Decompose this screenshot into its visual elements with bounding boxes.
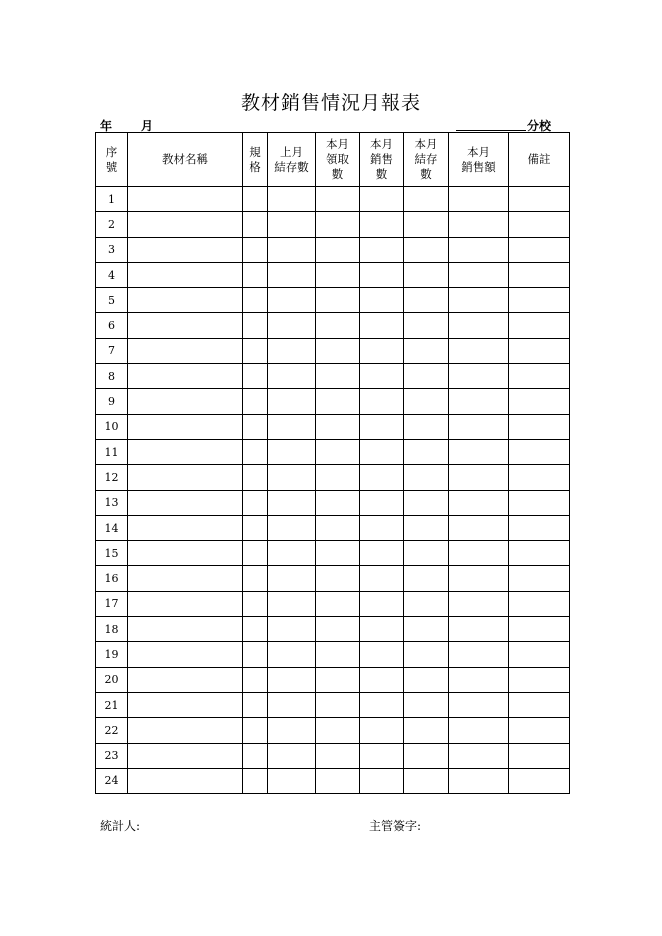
cell-spec[interactable] <box>243 364 268 389</box>
cell-name[interactable] <box>128 566 243 591</box>
header-name-line: 教材名稱 <box>162 152 208 166</box>
cell-spec[interactable] <box>243 389 268 414</box>
row-number: 15 <box>96 541 128 566</box>
cell-stock[interactable] <box>404 743 449 768</box>
cell-sold[interactable] <box>360 288 404 313</box>
cell-sales_amount[interactable] <box>449 743 509 768</box>
cell-remarks[interactable] <box>509 212 570 237</box>
cell-sold[interactable] <box>360 338 404 363</box>
header-sold-line: 本月 <box>370 137 393 151</box>
cell-remarks[interactable] <box>509 515 570 540</box>
cell-spec[interactable] <box>243 237 268 262</box>
cell-sales_amount[interactable] <box>449 389 509 414</box>
cell-stock[interactable] <box>404 692 449 717</box>
row-number: 3 <box>96 237 128 262</box>
cell-sold[interactable] <box>360 566 404 591</box>
table-row <box>96 313 570 338</box>
cell-name[interactable] <box>128 414 243 439</box>
cell-remarks[interactable] <box>509 364 570 389</box>
row-number: 24 <box>96 768 128 793</box>
header-remarks <box>509 133 570 187</box>
cell-received[interactable] <box>316 743 360 768</box>
cell-spec[interactable] <box>243 288 268 313</box>
row-number: 10 <box>96 414 128 439</box>
row-number: 8 <box>96 364 128 389</box>
cell-stock[interactable] <box>404 718 449 743</box>
cell-prev_stock[interactable] <box>268 313 316 338</box>
row-number: 6 <box>96 313 128 338</box>
cell-remarks[interactable] <box>509 187 570 212</box>
month-label: 月 <box>141 119 154 133</box>
header-sales_amount-line: 本月 <box>467 144 490 159</box>
cell-received[interactable] <box>316 338 360 363</box>
header-sales_amount-line: 銷售額 <box>461 159 496 174</box>
table-body <box>96 187 570 794</box>
cell-prev_stock[interactable] <box>268 465 316 490</box>
header-seq-line: 號 <box>105 159 118 174</box>
table-row <box>96 389 570 414</box>
table-row <box>96 667 570 692</box>
cell-received[interactable] <box>316 187 360 212</box>
table-row <box>96 414 570 439</box>
cell-received[interactable] <box>316 667 360 692</box>
cell-sales_amount[interactable] <box>449 414 509 439</box>
cell-prev_stock[interactable] <box>268 364 316 389</box>
cell-stock[interactable] <box>404 414 449 439</box>
branch-blank-line <box>456 130 526 131</box>
cell-remarks[interactable] <box>509 414 570 439</box>
cell-prev_stock[interactable] <box>268 212 316 237</box>
table-row <box>96 692 570 717</box>
cell-name[interactable] <box>128 667 243 692</box>
cell-prev_stock[interactable] <box>268 414 316 439</box>
cell-sales_amount[interactable] <box>449 667 509 692</box>
row-number: 1 <box>96 187 128 212</box>
cell-received[interactable] <box>316 465 360 490</box>
cell-received[interactable] <box>316 617 360 642</box>
cell-name[interactable] <box>128 237 243 262</box>
cell-sales_amount[interactable] <box>449 768 509 793</box>
cell-sold[interactable] <box>360 591 404 616</box>
cell-sold[interactable] <box>360 743 404 768</box>
row-number: 13 <box>96 490 128 515</box>
cell-spec[interactable] <box>243 591 268 616</box>
cell-prev_stock[interactable] <box>268 768 316 793</box>
cell-stock[interactable] <box>404 591 449 616</box>
cell-sales_amount[interactable] <box>449 490 509 515</box>
cell-prev_stock[interactable] <box>268 743 316 768</box>
cell-stock[interactable] <box>404 364 449 389</box>
cell-name[interactable] <box>128 212 243 237</box>
header-remarks-line: 備註 <box>527 152 551 166</box>
header-prev_stock-line: 結存數 <box>274 159 309 174</box>
cell-sold[interactable] <box>360 439 404 464</box>
cell-stock[interactable] <box>404 389 449 414</box>
row-number: 18 <box>96 617 128 642</box>
cell-name[interactable] <box>128 389 243 414</box>
cell-spec[interactable] <box>243 313 268 338</box>
cell-stock[interactable] <box>404 642 449 667</box>
row-number: 5 <box>96 288 128 313</box>
cell-spec[interactable] <box>243 692 268 717</box>
cell-sold[interactable] <box>360 187 404 212</box>
cell-spec[interactable] <box>243 262 268 287</box>
cell-remarks[interactable] <box>509 313 570 338</box>
row-number: 12 <box>96 465 128 490</box>
page-title: 教材銷售情況月報表 <box>240 92 421 114</box>
cell-sales_amount[interactable] <box>449 439 509 464</box>
cell-received[interactable] <box>316 389 360 414</box>
table-row <box>96 642 570 667</box>
row-number: 19 <box>96 642 128 667</box>
cell-received[interactable] <box>316 439 360 464</box>
cell-remarks[interactable] <box>509 617 570 642</box>
cell-name[interactable] <box>128 187 243 212</box>
header-sold-line: 數 <box>375 167 388 181</box>
row-number: 21 <box>96 692 128 717</box>
cell-sales_amount[interactable] <box>449 465 509 490</box>
cell-spec[interactable] <box>243 490 268 515</box>
table-row <box>96 718 570 743</box>
cell-prev_stock[interactable] <box>268 237 316 262</box>
cell-stock[interactable] <box>404 465 449 490</box>
row-number: 16 <box>96 566 128 591</box>
table-row <box>96 768 570 793</box>
cell-name[interactable] <box>128 768 243 793</box>
cell-name[interactable] <box>128 313 243 338</box>
cell-spec[interactable] <box>243 465 268 490</box>
report-meta <box>95 117 569 133</box>
supervisor-signature-label: 主管簽字: <box>369 819 422 833</box>
cell-name[interactable] <box>128 591 243 616</box>
header-spec <box>243 133 268 187</box>
cell-sold[interactable] <box>360 617 404 642</box>
cell-sold[interactable] <box>360 541 404 566</box>
cell-sold[interactable] <box>360 414 404 439</box>
cell-sales_amount[interactable] <box>449 212 509 237</box>
header-sold <box>360 133 404 187</box>
header-stock-line: 數 <box>420 167 432 181</box>
cell-spec[interactable] <box>243 718 268 743</box>
cell-spec[interactable] <box>243 642 268 667</box>
cell-received[interactable] <box>316 541 360 566</box>
table-row <box>96 541 570 566</box>
row-number: 11 <box>96 439 128 464</box>
cell-sales_amount[interactable] <box>449 338 509 363</box>
cell-sales_amount[interactable] <box>449 642 509 667</box>
header-sales_amount <box>449 133 509 187</box>
cell-name[interactable] <box>128 262 243 287</box>
cell-spec[interactable] <box>243 743 268 768</box>
cell-sales_amount[interactable] <box>449 566 509 591</box>
table-row <box>96 338 570 363</box>
cell-prev_stock[interactable] <box>268 617 316 642</box>
statistician-label: 統計人: <box>100 819 141 833</box>
cell-stock[interactable] <box>404 490 449 515</box>
cell-name[interactable] <box>128 439 243 464</box>
cell-sold[interactable] <box>360 768 404 793</box>
cell-received[interactable] <box>316 692 360 717</box>
branch-label: 分校 <box>526 119 551 133</box>
cell-name[interactable] <box>128 642 243 667</box>
cell-sales_amount[interactable] <box>449 617 509 642</box>
header-received-line: 本月 <box>326 137 349 151</box>
table-row <box>96 566 570 591</box>
header-received <box>316 133 360 187</box>
cell-remarks[interactable] <box>509 718 570 743</box>
cell-prev_stock[interactable] <box>268 187 316 212</box>
table-row <box>96 364 570 389</box>
cell-sold[interactable] <box>360 515 404 540</box>
row-number: 17 <box>96 591 128 616</box>
cell-sold[interactable] <box>360 667 404 692</box>
cell-sales_amount[interactable] <box>449 692 509 717</box>
cell-name[interactable] <box>128 465 243 490</box>
cell-spec[interactable] <box>243 212 268 237</box>
table-row <box>96 262 570 287</box>
year-label: 年 <box>100 119 113 133</box>
cell-sold[interactable] <box>360 490 404 515</box>
cell-name[interactable] <box>128 288 243 313</box>
header-prev_stock-line: 上月 <box>280 144 303 159</box>
cell-spec[interactable] <box>243 187 268 212</box>
table-row <box>96 591 570 616</box>
cell-stock[interactable] <box>404 439 449 464</box>
cell-name[interactable] <box>128 617 243 642</box>
cell-remarks[interactable] <box>509 490 570 515</box>
cell-remarks[interactable] <box>509 743 570 768</box>
cell-stock[interactable] <box>404 288 449 313</box>
cell-sold[interactable] <box>360 262 404 287</box>
table-row <box>96 237 570 262</box>
cell-remarks[interactable] <box>509 465 570 490</box>
cell-spec[interactable] <box>243 338 268 363</box>
cell-name[interactable] <box>128 743 243 768</box>
cell-sold[interactable] <box>360 465 404 490</box>
cell-remarks[interactable] <box>509 389 570 414</box>
header-stock-line: 結存 <box>414 152 438 166</box>
cell-sales_amount[interactable] <box>449 237 509 262</box>
cell-remarks[interactable] <box>509 642 570 667</box>
cell-stock[interactable] <box>404 515 449 540</box>
cell-sales_amount[interactable] <box>449 591 509 616</box>
cell-remarks[interactable] <box>509 541 570 566</box>
header-stock <box>404 133 449 187</box>
cell-remarks[interactable] <box>509 262 570 287</box>
cell-stock[interactable] <box>404 566 449 591</box>
cell-remarks[interactable] <box>509 439 570 464</box>
cell-sold[interactable] <box>360 212 404 237</box>
cell-sold[interactable] <box>360 237 404 262</box>
cell-received[interactable] <box>316 566 360 591</box>
cell-name[interactable] <box>128 364 243 389</box>
cell-received[interactable] <box>316 768 360 793</box>
cell-prev_stock[interactable] <box>268 262 316 287</box>
cell-stock[interactable] <box>404 212 449 237</box>
cell-prev_stock[interactable] <box>268 389 316 414</box>
header-seq-line: 序 <box>105 144 118 159</box>
table-row <box>96 515 570 540</box>
cell-stock[interactable] <box>404 338 449 363</box>
header-spec-line: 格 <box>249 159 261 174</box>
cell-sold[interactable] <box>360 692 404 717</box>
cell-prev_stock[interactable] <box>268 541 316 566</box>
cell-received[interactable] <box>316 490 360 515</box>
cell-spec[interactable] <box>243 515 268 540</box>
cell-received[interactable] <box>316 591 360 616</box>
row-number: 20 <box>96 667 128 692</box>
cell-spec[interactable] <box>243 768 268 793</box>
cell-received[interactable] <box>316 262 360 287</box>
cell-spec[interactable] <box>243 439 268 464</box>
header-received-line: 領取 <box>326 152 349 166</box>
cell-prev_stock[interactable] <box>268 338 316 363</box>
cell-stock[interactable] <box>404 541 449 566</box>
cell-remarks[interactable] <box>509 667 570 692</box>
cell-sales_amount[interactable] <box>449 288 509 313</box>
row-number: 2 <box>96 212 128 237</box>
row-number: 23 <box>96 743 128 768</box>
cell-name[interactable] <box>128 515 243 540</box>
cell-stock[interactable] <box>404 768 449 793</box>
cell-name[interactable] <box>128 338 243 363</box>
cell-received[interactable] <box>316 642 360 667</box>
cell-name[interactable] <box>128 490 243 515</box>
cell-spec[interactable] <box>243 667 268 692</box>
cell-remarks[interactable] <box>509 338 570 363</box>
header-sold-line: 銷售 <box>370 152 393 166</box>
cell-stock[interactable] <box>404 667 449 692</box>
row-number: 9 <box>96 389 128 414</box>
cell-sales_amount[interactable] <box>449 718 509 743</box>
header-stock-line: 本月 <box>414 137 438 151</box>
cell-spec[interactable] <box>243 414 268 439</box>
header-row <box>96 133 570 187</box>
cell-sold[interactable] <box>360 313 404 338</box>
cell-sales_amount[interactable] <box>449 541 509 566</box>
cell-remarks[interactable] <box>509 591 570 616</box>
cell-prev_stock[interactable] <box>268 692 316 717</box>
cell-stock[interactable] <box>404 187 449 212</box>
sales-report-table <box>95 132 570 794</box>
cell-prev_stock[interactable] <box>268 642 316 667</box>
cell-name[interactable] <box>128 692 243 717</box>
cell-remarks[interactable] <box>509 237 570 262</box>
cell-stock[interactable] <box>404 617 449 642</box>
header-seq <box>96 133 128 187</box>
table-row <box>96 743 570 768</box>
table-row <box>96 617 570 642</box>
cell-received[interactable] <box>316 288 360 313</box>
cell-sold[interactable] <box>360 364 404 389</box>
cell-stock[interactable] <box>404 237 449 262</box>
cell-received[interactable] <box>316 313 360 338</box>
cell-spec[interactable] <box>243 566 268 591</box>
cell-spec[interactable] <box>243 617 268 642</box>
cell-remarks[interactable] <box>509 768 570 793</box>
cell-received[interactable] <box>316 237 360 262</box>
cell-name[interactable] <box>128 718 243 743</box>
cell-sold[interactable] <box>360 642 404 667</box>
cell-received[interactable] <box>316 414 360 439</box>
cell-prev_stock[interactable] <box>268 515 316 540</box>
cell-received[interactable] <box>316 364 360 389</box>
cell-name[interactable] <box>128 541 243 566</box>
header-received-line: 數 <box>331 167 344 181</box>
cell-stock[interactable] <box>404 313 449 338</box>
cell-sold[interactable] <box>360 718 404 743</box>
row-number: 14 <box>96 515 128 540</box>
cell-prev_stock[interactable] <box>268 490 316 515</box>
cell-remarks[interactable] <box>509 692 570 717</box>
table-row <box>96 288 570 313</box>
cell-received[interactable] <box>316 212 360 237</box>
table-row <box>96 465 570 490</box>
row-number: 22 <box>96 718 128 743</box>
table-row <box>96 439 570 464</box>
row-number: 7 <box>96 338 128 363</box>
cell-remarks[interactable] <box>509 288 570 313</box>
table-row <box>96 212 570 237</box>
cell-sales_amount[interactable] <box>449 364 509 389</box>
row-number: 4 <box>96 262 128 287</box>
cell-received[interactable] <box>316 718 360 743</box>
cell-received[interactable] <box>316 515 360 540</box>
cell-sales_amount[interactable] <box>449 187 509 212</box>
cell-remarks[interactable] <box>509 566 570 591</box>
cell-sales_amount[interactable] <box>449 262 509 287</box>
header-prev_stock <box>268 133 316 187</box>
cell-prev_stock[interactable] <box>268 566 316 591</box>
table-row <box>96 187 570 212</box>
cell-prev_stock[interactable] <box>268 288 316 313</box>
header-name <box>128 133 243 187</box>
cell-prev_stock[interactable] <box>268 667 316 692</box>
cell-spec[interactable] <box>243 541 268 566</box>
cell-prev_stock[interactable] <box>268 718 316 743</box>
table-row <box>96 490 570 515</box>
cell-prev_stock[interactable] <box>268 591 316 616</box>
cell-stock[interactable] <box>404 262 449 287</box>
header-spec-line: 規 <box>249 144 261 159</box>
cell-sales_amount[interactable] <box>449 313 509 338</box>
cell-sales_amount[interactable] <box>449 515 509 540</box>
cell-prev_stock[interactable] <box>268 439 316 464</box>
cell-sold[interactable] <box>360 389 404 414</box>
